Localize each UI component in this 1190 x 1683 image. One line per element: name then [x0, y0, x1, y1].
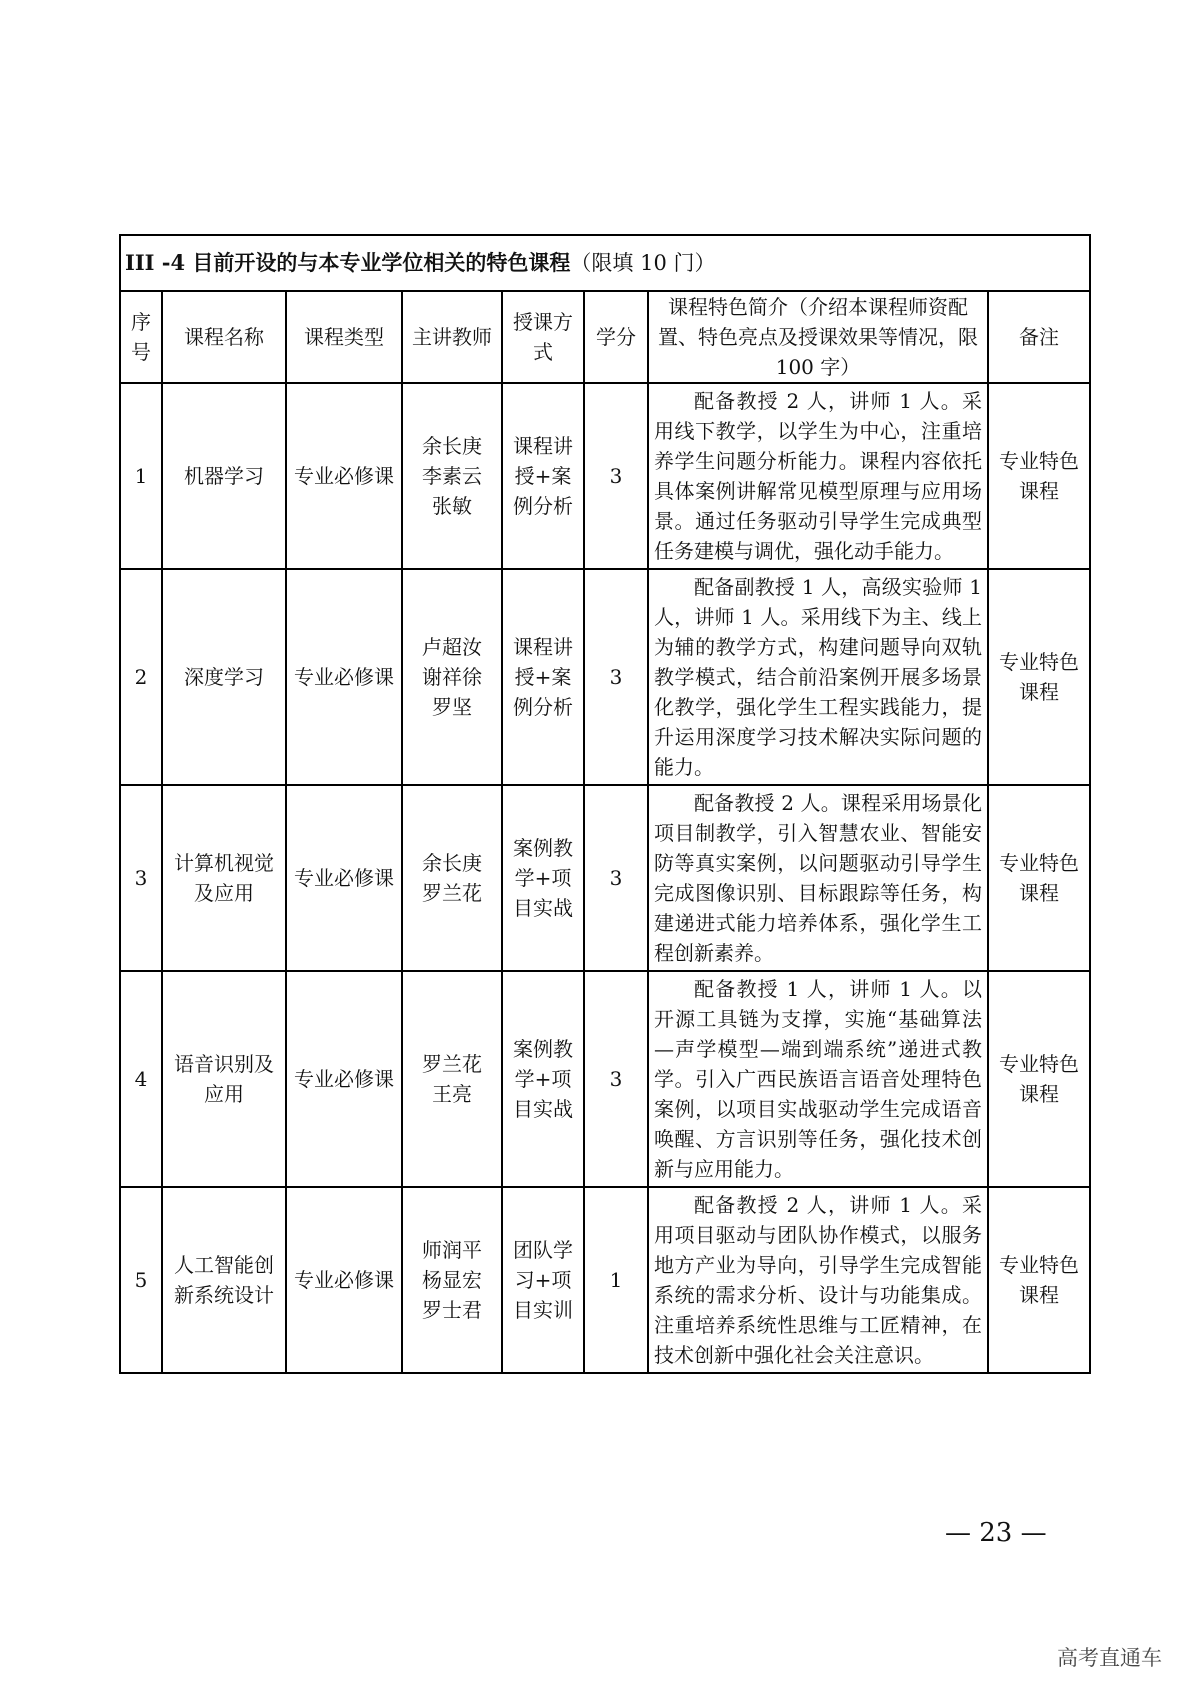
- header-teacher: 主讲教师: [402, 291, 502, 383]
- table-row: [120, 383, 1090, 569]
- row-note: 专业特色课程: [988, 1187, 1090, 1373]
- row-name: 机器学习: [162, 383, 286, 569]
- row-teacher: 罗兰花王亮: [402, 971, 502, 1187]
- table-title-note: （限填 10 门）: [570, 251, 716, 275]
- row-credit: 3: [584, 383, 648, 569]
- row-type: 专业必修课: [286, 971, 402, 1187]
- row-note: 专业特色课程: [988, 785, 1090, 971]
- row-seq: 2: [120, 569, 162, 785]
- row-desc: 配备副教授 1 人，高级实验师 1 人，讲师 1 人。采用线下为主、线上为辅的教学方式，构建问题导向双轨教学模式，结合前沿案例开展多场景化教学，强化学生工程实践能力，提升运用深度学习技术解决实际问题的能力。: [648, 569, 988, 785]
- header-row: [120, 291, 1090, 383]
- row-teacher: 师润平杨显宏罗士君: [402, 1187, 502, 1373]
- row-method: 课程讲授+案例分析: [502, 383, 584, 569]
- row-type: 专业必修课: [286, 569, 402, 785]
- row-desc: 配备教授 1 人，讲师 1 人。以开源工具链为支撑，实施“基础算法—声学模型—端到端系统”递进式教学。引入广西民族语言语音处理特色案例，以项目实战驱动学生完成语音唤醒、方言识别等任务，强化技术创新与应用能力。: [648, 971, 988, 1187]
- row-desc: 配备教授 2 人，讲师 1 人。采用线下教学，以学生为中心，注重培养学生问题分析能力。课程内容依托具体案例讲解常见模型原理与应用场景。通过任务驱动引导学生完成典型任务建模与调优，强化动手能力。: [648, 383, 988, 569]
- row-note: 专业特色课程: [988, 383, 1090, 569]
- row-credit: 3: [584, 569, 648, 785]
- row-method: 案例教学+项目实战: [502, 785, 584, 971]
- row-desc: 配备教授 2 人。课程采用场景化项目制教学，引入智慧农业、智能安防等真实案例，以问题驱动引导学生完成图像识别、目标跟踪等任务，构建递进式能力培养体系，强化学生工程创新素养。: [648, 785, 988, 971]
- table-row: [120, 569, 1090, 785]
- row-seq: 4: [120, 971, 162, 1187]
- row-type: 专业必修课: [286, 1187, 402, 1373]
- row-seq: 1: [120, 383, 162, 569]
- row-credit: 3: [584, 785, 648, 971]
- row-name: 语音识别及应用: [162, 971, 286, 1187]
- row-credit: 3: [584, 971, 648, 1187]
- header-desc: 课程特色简介（介绍本课程师资配置、特色亮点及授课效果等情况，限 100 字）: [648, 291, 988, 383]
- row-teacher: 余长庚罗兰花: [402, 785, 502, 971]
- header-method: 授课方式: [502, 291, 584, 383]
- courses-table: [119, 234, 1091, 1374]
- row-seq: 5: [120, 1187, 162, 1373]
- row-name: 计算机视觉及应用: [162, 785, 286, 971]
- page-number: — 23 —: [945, 1518, 1047, 1548]
- table-title-main: III -4 目前开设的与本专业学位相关的特色课程: [125, 250, 571, 275]
- header-type: 课程类型: [286, 291, 402, 383]
- row-desc: 配备教授 2 人，讲师 1 人。采用项目驱动与团队协作模式，以服务地方产业为导向，引导学生完成智能系统的需求分析、设计与功能集成。注重培养系统性思维与工匠精神，在技术创新中强化社会关注意识。: [648, 1187, 988, 1373]
- row-name: 深度学习: [162, 569, 286, 785]
- row-teacher: 卢超汝谢祥徐罗坚: [402, 569, 502, 785]
- table-row: [120, 971, 1090, 1187]
- row-type: 专业必修课: [286, 785, 402, 971]
- row-credit: 1: [584, 1187, 648, 1373]
- row-seq: 3: [120, 785, 162, 971]
- header-credit: 学分: [584, 291, 648, 383]
- row-method: 团队学习+项目实训: [502, 1187, 584, 1373]
- table-title: [120, 235, 1090, 291]
- watermark: 高考直通车: [1057, 1646, 1162, 1670]
- table-row: [120, 1187, 1090, 1373]
- row-method: 案例教学+项目实战: [502, 971, 584, 1187]
- row-name: 人工智能创新系统设计: [162, 1187, 286, 1373]
- row-note: 专业特色课程: [988, 971, 1090, 1187]
- header-name: 课程名称: [162, 291, 286, 383]
- row-note: 专业特色课程: [988, 569, 1090, 785]
- header-note: 备注: [988, 291, 1090, 383]
- row-type: 专业必修课: [286, 383, 402, 569]
- header-seq: 序号: [120, 291, 162, 383]
- row-method: 课程讲授+案例分析: [502, 569, 584, 785]
- row-teacher: 余长庚李素云张敏: [402, 383, 502, 569]
- table-row: [120, 785, 1090, 971]
